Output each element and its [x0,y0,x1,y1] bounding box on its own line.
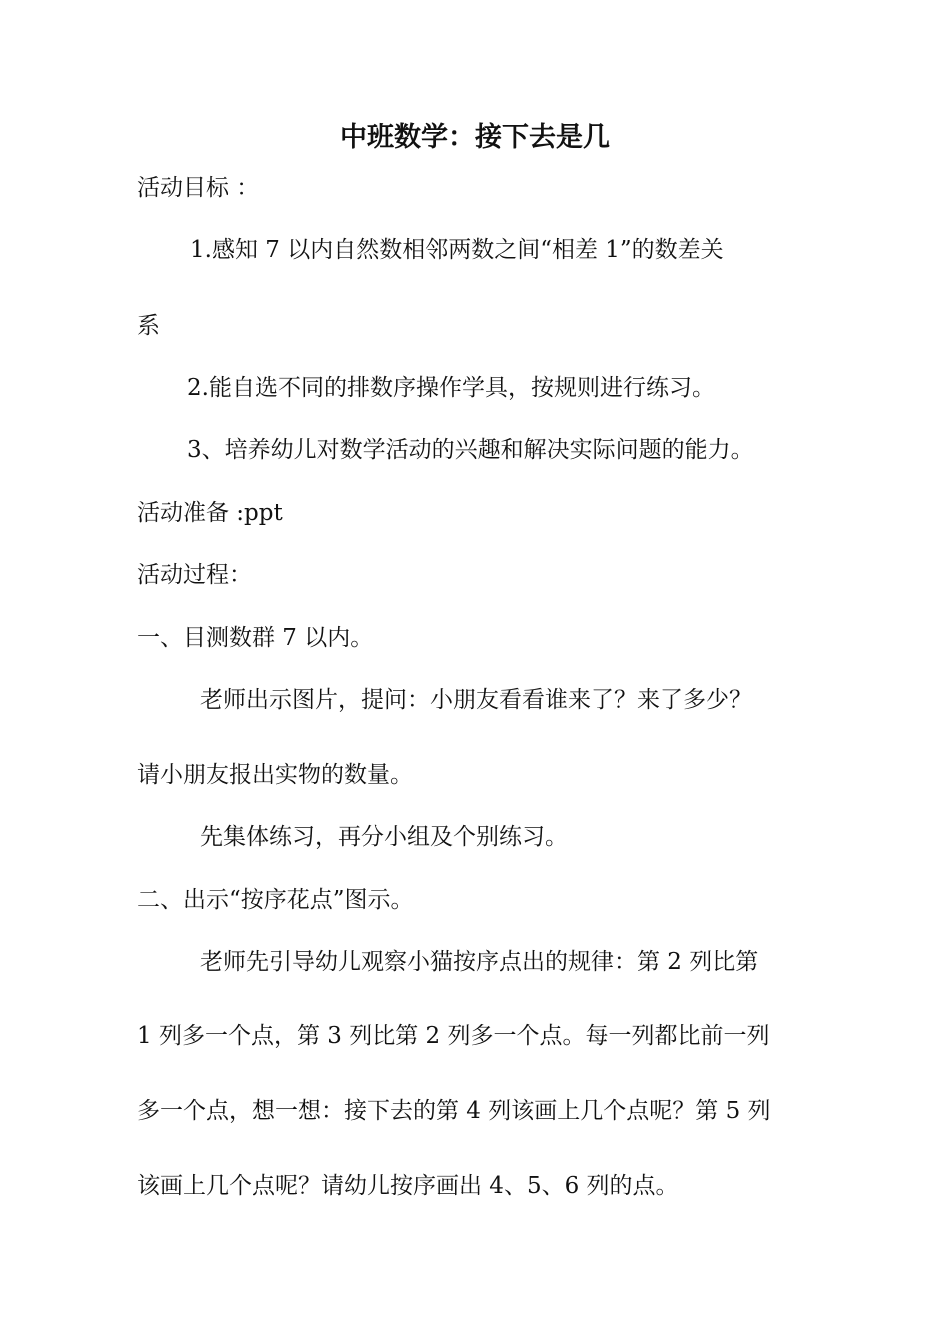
step-2-paragraph-line-2: 1 列多一个点，第 3 列比第 2 列多一个点。每一列都比前一列 [137,1023,770,1049]
step-1-heading: 一、目测数群 7 以内。 [137,625,374,651]
step-1-paragraph-2: 先集体练习，再分小组及个别练习。 [200,824,568,850]
step-2-paragraph-line-1: 老师先引导幼儿观察小猫按序点出的规律：第 2 列比第 [200,949,759,975]
section-heading-process: 活动过程： [137,562,252,588]
objective-1-line-1: 1.感知 7 以内自然数相邻两数之间“相差 1”的数差关 [190,237,724,263]
objective-3: 3、培养幼儿对数学活动的兴趣和解决实际问题的能力。 [187,437,754,463]
document-title: 中班数学：接下去是几 [340,122,610,153]
objective-1-line-2: 系 [137,313,160,339]
step-2-paragraph-line-4: 该画上几个点呢？请幼儿按序画出 4、5、6 列的点。 [137,1173,679,1199]
step-1-paragraph-1-line-1: 老师出示图片，提问：小朋友看看谁来了？来了多少？ [200,687,752,713]
step-1-paragraph-1-line-2: 请小朋友报出实物的数量。 [137,762,413,788]
section-heading-objectives: 活动目标 ： [137,175,260,201]
step-2-heading: 二、出示“按序花点”图示。 [137,887,414,913]
section-heading-preparation: 活动准备 :ppt [137,500,283,526]
objective-2: 2.能自选不同的排数序操作学具，按规则进行练习。 [187,375,715,401]
step-2-paragraph-line-3: 多一个点，想一想：接下去的第 4 列该画上几个点呢？第 5 列 [137,1098,771,1124]
